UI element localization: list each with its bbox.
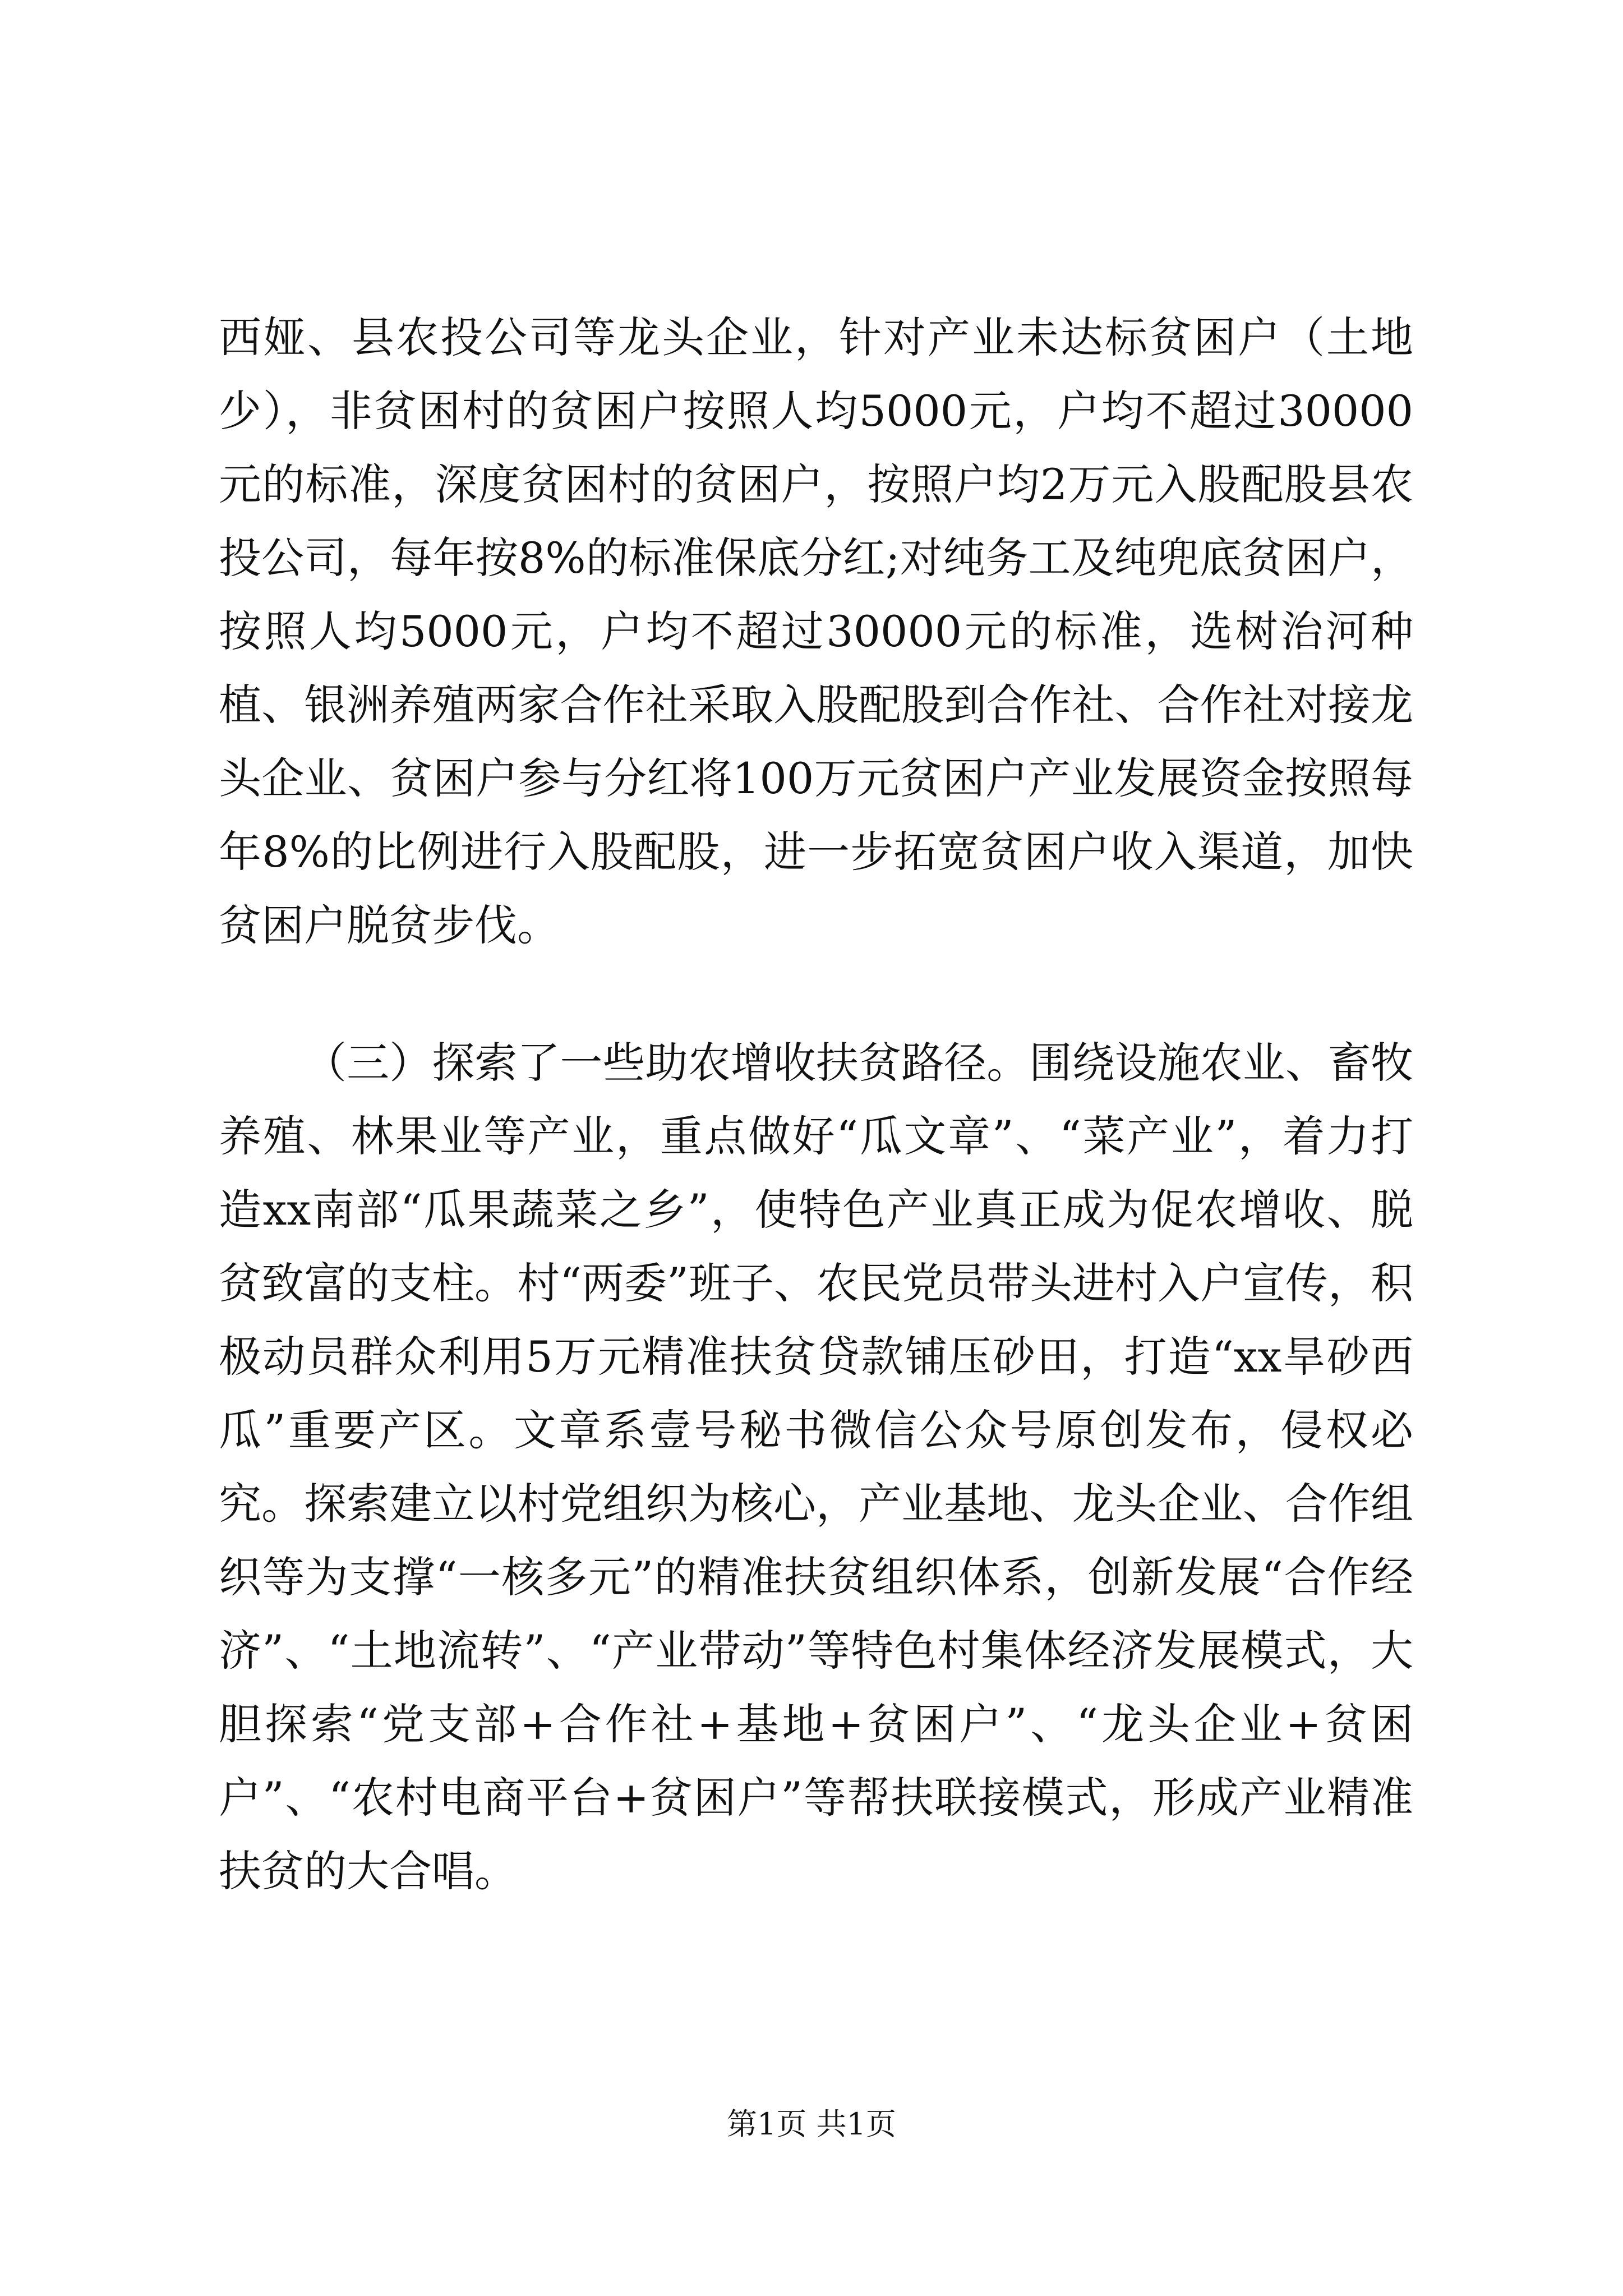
body-text-section-3 [219,1026,1413,1908]
paragraph-section-3: （三）探索了一些助农增收扶贫路径。围绕设施农业、畜牧养殖、林果业等产业，重点做好“瓜文章”、“菜产业”，着力打造xx南部“瓜果蔬菜之乡”，使特色产业真正成为促农增收、脱贫致富的支柱。村“两委”班子、农民党员带头进村入户宣传，积极动员群众利用5万元精准扶贫贷款铺压砂田，打造“xx旱砂西瓜”重要产区。文章系壹号秘书微信公众号原创发布，侵权必究。探索建立以村党组织为核心，产业基地、龙头企业、合作组织等为支撑“一核多元”的精准扶贫组织体系，创新发展“合作经济”、“土地流转”、“产业带动”等特色村集体经济发展模式，大胆探索“党支部+合作社+基地+贫困户”、“龙头企业+贫困户”、“农村电商平台+贫困户”等帮扶联接模式，形成产业精准扶贫的大合唱。 [219,1038,1413,1896]
paragraph-continued: 西娅、县农投公司等龙头企业，针对产业未达标贫困户（土地少），非贫困村的贫困户按照人均5000元，户均不超过30000元的标准，深度贫困村的贫困户，按照户均2万元入股配股县农投公司，每年按8%的标准保底分红;对纯务工及纯兜底贫困户，按照人均5000元，户均不超过30000元的标准，选树治河种植、银洲养殖两家合作社采取入股配股到合作社、合作社对接龙头企业、贫困户参与分红将100万元贫困户产业发展资金按照每年8%的比例进行入股配股，进一步拓宽贫困户收入渠道，加快贫困户脱贫步伐。 [219,312,1413,950]
page-footer: 第1页 共1页 [727,2106,896,2142]
body-text [219,301,1413,962]
